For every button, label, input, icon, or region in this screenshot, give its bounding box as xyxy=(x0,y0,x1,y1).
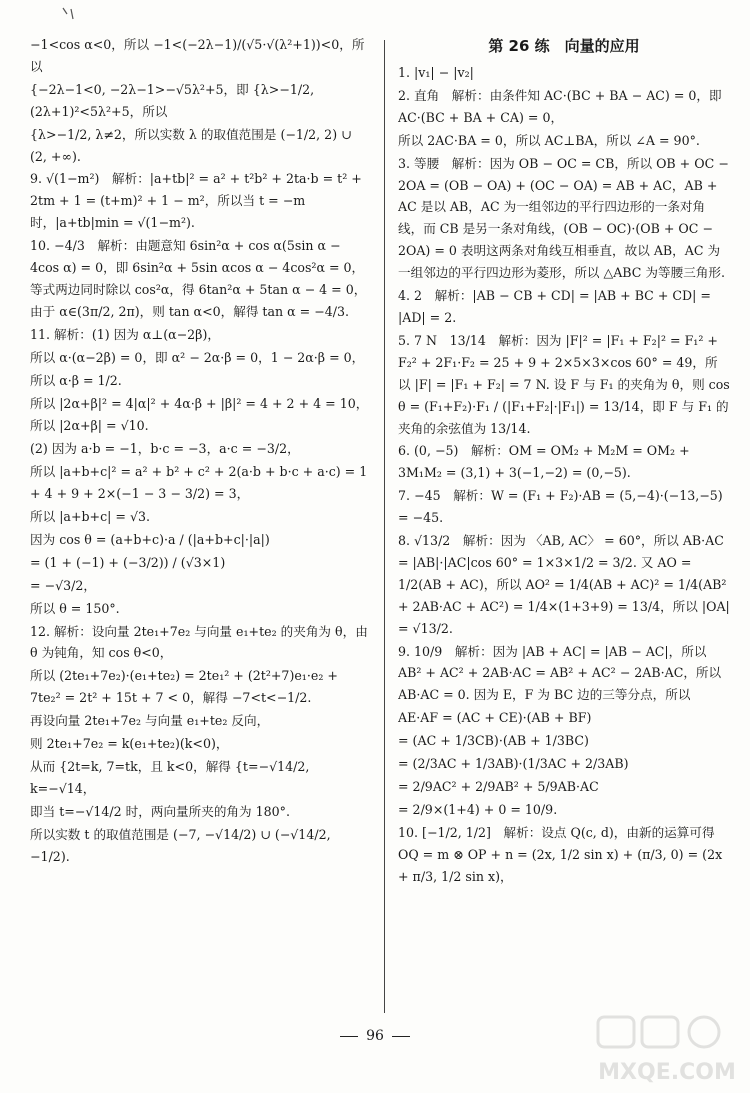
left-paragraph: 所以 |a+b+c|² = a² + b² + c² + 2(a·b + b·c + a·c) = 1 + 4 + 9 + 2×(−1 − 3 − 3/2) = 3， xyxy=(30,464,368,502)
right-paragraph: 3. 等腰 解析：因为 OB − OC = CB，所以 OB + OC − 2OA = (OB − OA) + (OC − OA) = AB + AC，AB + AC 是以 AB，AC 为一组邻边的平行四边形的一条对角线，而 CB 是另一条对角线，(OB − OC)·(OB + OC − 2OA) = 0 表明这两条对角线互相垂直，故以 AB，AC 为一组邻边的平行四边形为菱形，所以 △ABC 为等腰三角形. xyxy=(398,155,729,281)
right-paragraph: 所以 2AC·BA = 0，所以 AC⊥BA，所以 ∠A = 90°. xyxy=(398,132,700,148)
left-paragraph: 所以 θ = 150°. xyxy=(30,600,120,616)
left-paragraph: (2) 因为 a·b = −1，b·c = −3，a·c = −3/2， xyxy=(30,441,300,457)
left-paragraph: 10. −4/3 解析：由题意知 6sin²α + cos α(5sin α − 4cos α) = 0，即 6sin²α + 5sin αcos α − 4cos²α = 0，等式两边同时除以 cos²α，得 6tan²α + 5tan α − 4 = 0，由于 α∈(3π/2, 2π)，则 tan α<0，解得 tan α = −4/3. xyxy=(30,238,367,319)
left-paragraph: 则 2te₁+7e₂ = k(e₁+te₂)(k<0)， xyxy=(30,736,229,752)
left-paragraph: {−2λ−1<0, −2λ−1>−√5λ²+5，即 {λ>−1/2, (2λ+1)²<5λ²+5，所以 xyxy=(30,81,315,119)
left-paragraph: 所以 |2α+β| = √10. xyxy=(30,418,149,434)
left-paragraph: 所以实数 t 的取值范围是 (−7, −√14/2) ∪ (−√14/2, −1/2). xyxy=(30,826,331,864)
svg-text:MXQE.COM: MXQE.COM xyxy=(598,1060,736,1085)
left-column xyxy=(30,34,370,1019)
right-column xyxy=(398,34,730,1019)
left-paragraph: 所以 α·β = 1/2. xyxy=(30,372,122,388)
watermark-logo xyxy=(592,1013,742,1089)
left-paragraph: 所以 (2te₁+7e₂)·(e₁+te₂) = 2te₁² + (2t²+7)e₁·e₂ + 7te₂² = 2t² + 15t + 7 < 0，解得 −7<t<−1/2. xyxy=(30,668,338,706)
right-paragraph: 8. √13/2 解析：因为 〈AB, AC〉 = 60°，所以 AB·AC = |AB|·|AC|cos 60° = 1×3×1/2 = 3/2. 又 AO = 1/2(AB + AC)，所以 AO² = 1/4(AB + AC)² = 1/4(AB² + 2AB·AC + AC²) = 1/4×(1+3+9) = 13/4，所以 |OA| = √13/2. xyxy=(398,533,730,636)
left-paragraph: 12. 解析：设向量 2te₁+7e₂ 与向量 e₁+te₂ 的夹角为 θ，由 θ 为钝角，知 cos θ<0， xyxy=(30,623,368,661)
left-paragraph: = −√3/2， xyxy=(30,577,96,593)
left-paragraph: = (1 + (−1) + (−3/2)) / (√3×1) xyxy=(30,554,226,570)
right-paragraph: 5. 7 N 13/14 解析：因为 |F|² = |F₁ + F₂|² = F₁² + F₂² + 2F₁·F₂ = 25 + 9 + 2×5×3×cos 60° = 49，所以 |F| = |F₁ + F₂| = 7 N. 设 F 与 F₁ 的夹角为 θ，则 cos θ = (F₁+F₂)·F₁ / (|F₁+F₂|·|F₁|) = 13/14，即 F 与 F₁ 的夹角的余弦值为 13/14. xyxy=(398,332,730,436)
right-paragraph: = 2/9×(1+4) + 0 = 10/9. xyxy=(398,801,558,817)
left-paragraph: {λ>−1/2, λ≠2，所以实数 λ 的取值范围是 (−1/2, 2) ∪ (2, +∞). xyxy=(30,126,352,164)
left-paragraph: 9. √(1−m²) 解析：|a+tb|² = a² + t²b² + 2ta·b = t² + 2tm + 1 = (t+m)² + 1 − m²，所以当 t = −m 时，|a+tb|min = √(1−m²). xyxy=(30,171,362,231)
left-paragraph: 从而 {2t=k, 7=tk，且 k<0，解得 {t=−√14/2, k=−√14， xyxy=(30,759,310,796)
right-paragraph: = (2/3AC + 1/3AB)·(1/3AC + 2/3AB) xyxy=(398,756,629,772)
left-paragraph: 所以 |2α+β|² = 4|α|² + 4α·β + |β|² = 4 + 2 + 4 = 10， xyxy=(30,395,369,411)
right-paragraph: 7. −45 解析：W = (F₁ + F₂)·AB = (5,−4)·(−13,−5) = −45. xyxy=(398,488,723,526)
left-paragraph: 11. 解析：(1) 因为 α⊥(α−2β)， xyxy=(30,326,220,342)
left-paragraph: 因为 cos θ = (a+b+c)·a / (|a+b+c|·|a|) xyxy=(30,531,270,547)
column-divider xyxy=(384,40,385,1013)
left-paragraph: 所以 |a+b+c| = √3. xyxy=(30,509,151,525)
page-number-dash-right xyxy=(392,1036,410,1037)
right-paragraph: AE·AF = (AC + CE)·(AB + BF) xyxy=(398,710,592,726)
right-paragraph: = (AC + 1/3CB)·(AB + 1/3BC) xyxy=(398,733,589,749)
left-paragraph: −1<cos α<0，所以 −1<(−2λ−1)/(√5·√(λ²+1))<0，所以 xyxy=(30,37,365,74)
right-paragraph: 4. 2 解析：|AB − CB + CD| = |AB + BC + CD| = |AD| = 2. xyxy=(398,288,711,325)
right-paragraph: 9. 10/9 解析：因为 |AB + AC| = |AB − AC|，所以 AB² + AC² + 2AB·AC = AB² + AC² − 2AB·AC，所以 AB·AC = 0. 因为 E，F 为 BC 边的三等分点，所以 xyxy=(398,643,722,703)
right-paragraph: = 2/9AC² + 2/9AB² + 5/9AB·AC xyxy=(398,779,599,794)
scan-mark xyxy=(60,6,80,22)
right-paragraph: 1. |v₁| − |v₂| xyxy=(398,65,474,80)
page-number-dash-left xyxy=(340,1036,358,1037)
page-number-text: 96 xyxy=(366,1028,384,1044)
left-paragraph: 所以 α·(α−2β) = 0，即 α² − 2α·β = 0，1 − 2α·β = 0， xyxy=(30,349,365,365)
right-paragraph: 10. [−1/2, 1/2] 解析：设点 Q(c, d)，由新的运算可得 OQ = m ⊗ OP + n = (2x, 1/2 sin x) + (π/3, 0) = (2x + π/3, 1/2 sin x)， xyxy=(398,824,723,884)
left-paragraph: 即当 t=−√14/2 时，两向量所夹的角为 180°. xyxy=(30,803,290,819)
left-paragraph: 再设向量 2te₁+7e₂ 与向量 e₁+te₂ 反向， xyxy=(30,713,270,729)
right-paragraph: 2. 直角 解析：由条件知 AC·(BC + BA − AC) = 0，即 AC·(BC + BA + CA) = 0， xyxy=(398,87,722,125)
right-paragraph: 6. (0, −5) 解析：OM = OM₂ + M₂M = OM₂ + 3M₁M₂ = (3,1) + 3(−1,−2) = (0,−5). xyxy=(398,443,690,481)
section-title: 第 26 练 向量的应用 xyxy=(488,37,640,55)
